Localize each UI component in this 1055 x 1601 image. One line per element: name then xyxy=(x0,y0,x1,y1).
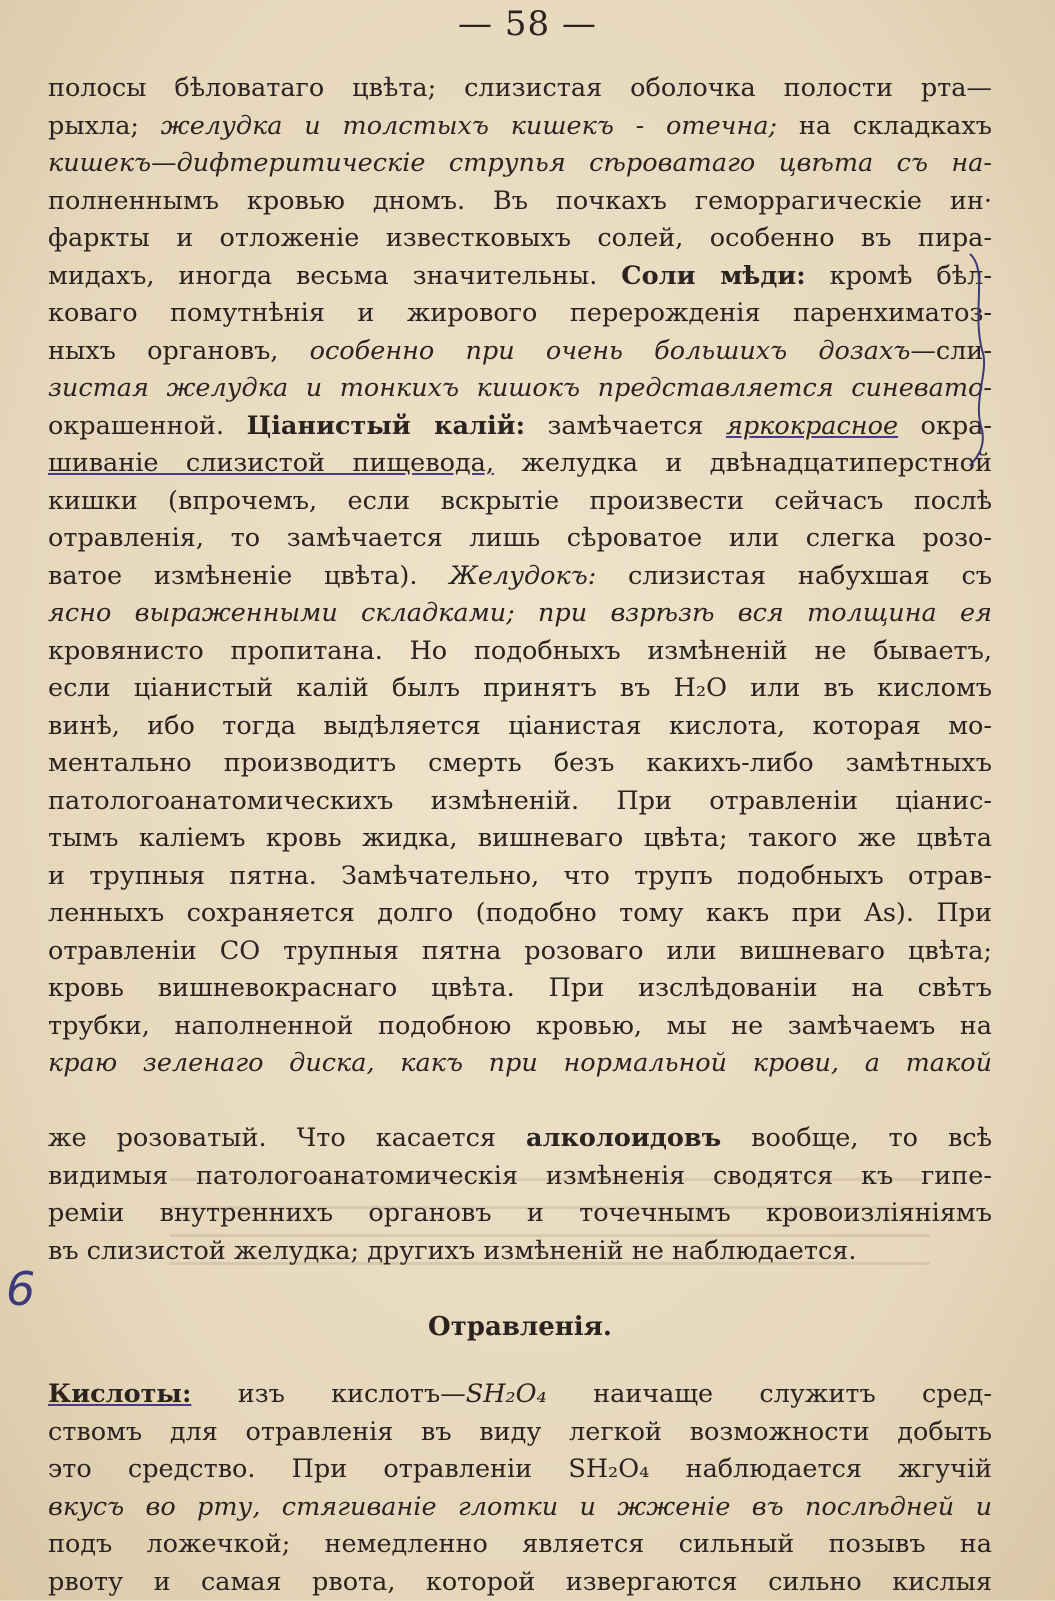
text-line: коваго помутнѣнія и жирового перерожденія паренхиматоз- xyxy=(48,295,992,333)
text-line: видимыя патологоанатомическія измѣненія сводятся къ гипе- xyxy=(48,1158,992,1196)
text-line: патологоанатомическихъ измѣненій. При отравленіи ціанис- xyxy=(48,783,992,821)
section-heading: Отравленія. xyxy=(48,1310,992,1344)
text-line: ясно выраженными складками; при взрѣзѣ вся толщина ея xyxy=(48,595,992,633)
page-number: — 58 — xyxy=(0,4,1055,44)
text-line: подъ ложечкой; немедленно является сильный позывъ на xyxy=(48,1526,992,1564)
text-line: Кислоты: изъ кислотъ—SH₂O₄ наичаще служитъ сред- xyxy=(48,1376,992,1414)
text-line: въ слизистой желудка; другихъ измѣненій не наблюдается. xyxy=(48,1233,992,1271)
text-line: ныхъ органовъ, особенно при очень большихъ дозахъ—сли- xyxy=(48,333,992,371)
body-text xyxy=(48,70,992,1601)
text-line: отравленія, то замѣчается лишь сѣроватое или слегка розо- xyxy=(48,520,992,558)
text-line: отравленіи CO трупныя пятна розоваго или вишневаго цвѣта; xyxy=(48,933,992,971)
text-line: трубки, наполненной подобною кровью, мы не замѣчаемъ на xyxy=(48,1008,992,1046)
text-line: если ціанистый калій былъ принятъ въ H₂O или въ кисломъ xyxy=(48,670,992,708)
text-line: рвоту и самая рвота, которой извергаются сильно кислыя xyxy=(48,1564,992,1601)
text-line: зистая желудка и тонкихъ кишокъ представляется синевато- xyxy=(48,370,992,408)
text-line: кишекъ—дифтеритическіе струпья сѣроватаго цвѣта съ на- xyxy=(48,145,992,183)
text-line: краю зеленаго диска, какъ при нормальной крови, а такой xyxy=(48,1045,992,1083)
text-line: это средство. При отравленіи SH₂O₄ наблюдается жгучій xyxy=(48,1451,992,1489)
text-line: окрашенной. Ціанистый калій: замѣчается яркокрасное окра- xyxy=(48,408,992,446)
text-line: шиваніе слизистой пищевода, желудка и двѣнадцатиперстной xyxy=(48,445,992,483)
text-line xyxy=(48,1083,992,1121)
text-line: же розоватый. Что касается алколоидовъ вообще, то всѣ xyxy=(48,1120,992,1158)
text-line: полосы бѣловатаго цвѣта; слизистая оболочка полости рта— xyxy=(48,70,992,108)
text-line: мидахъ, иногда весьма значительны. Соли мѣди: кромѣ бѣл- xyxy=(48,258,992,296)
text-line: тымъ каліемъ кровь жидка, вишневаго цвѣта; такого же цвѣта xyxy=(48,820,992,858)
text-line: винѣ, ибо тогда выдѣляется ціанистая кислота, которая мо- xyxy=(48,708,992,746)
text-line: кровянисто пропитана. Но подобныхъ измѣненій не бываетъ, xyxy=(48,633,992,671)
text-line: полненнымъ кровью дномъ. Въ почкахъ геморрагическіе ин· xyxy=(48,183,992,221)
text-line: кишки (впрочемъ, если вскрытіе произвести сейчасъ послѣ xyxy=(48,483,992,521)
handwritten-margin-mark: 6 xyxy=(6,1262,35,1316)
text-line: ватое измѣненіе цвѣта). Желудокъ: слизистая набухшая съ xyxy=(48,558,992,596)
text-line: и трупныя пятна. Замѣчательно, что трупъ подобныхъ отрав- xyxy=(48,858,992,896)
text-line: реміи внутреннихъ органовъ и точечнымъ кровоизліяніямъ xyxy=(48,1195,992,1233)
text-line: кровь вишневокраснаго цвѣта. При изслѣдованіи на свѣтъ xyxy=(48,970,992,1008)
handwritten-brace-mark xyxy=(968,250,990,470)
text-line: фаркты и отложеніе известковыхъ солей, особенно въ пира- xyxy=(48,220,992,258)
text-line: ментально производитъ смерть безъ какихъ-либо замѣтныхъ xyxy=(48,745,992,783)
text-line: ленныхъ сохраняется долго (подобно тому какъ при As). При xyxy=(48,895,992,933)
text-line: рыхла; желудка и толстыхъ кишекъ - отечна; на складкахъ xyxy=(48,108,992,146)
text-line: вкусъ во рту, стягиваніе глотки и жженіе въ послѣдней и xyxy=(48,1489,992,1527)
text-line: ствомъ для отравленія въ виду легкой возможности добыть xyxy=(48,1414,992,1452)
